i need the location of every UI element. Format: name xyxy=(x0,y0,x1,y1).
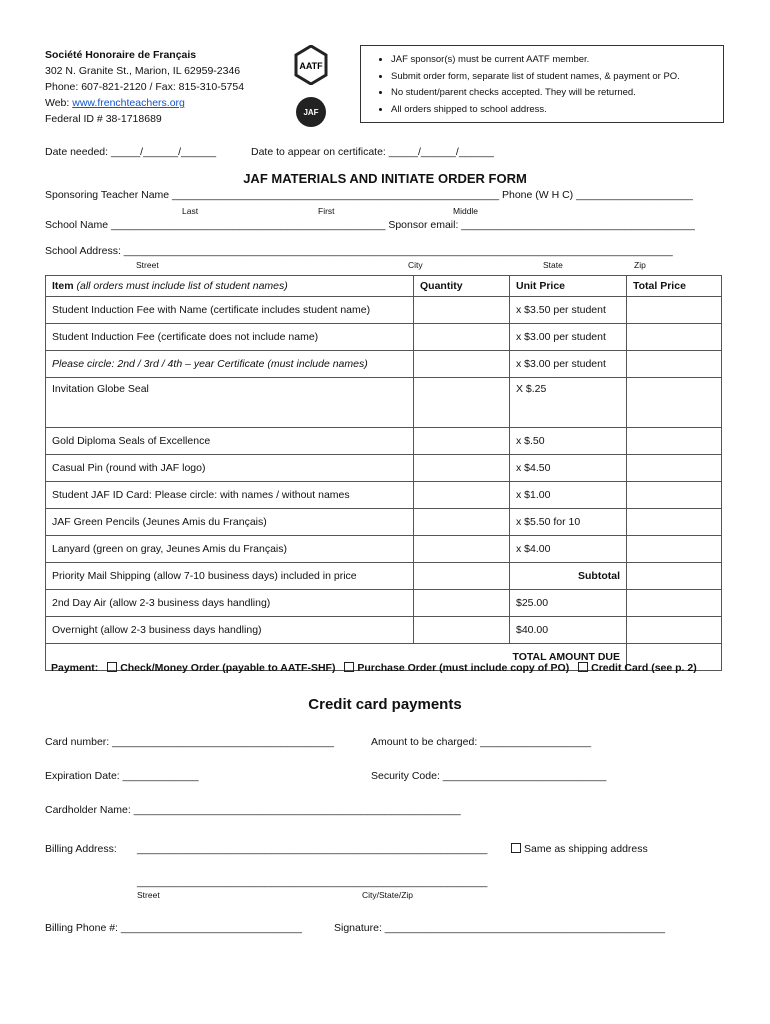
total-price-cell[interactable] xyxy=(627,351,722,378)
table-row xyxy=(46,324,722,351)
po-checkbox[interactable] xyxy=(344,662,354,672)
table-row-overnight xyxy=(46,617,722,644)
table-row xyxy=(46,428,722,455)
row-item: JAF Green Pencils (Jeunes Amis du Français) xyxy=(46,509,414,536)
table-row xyxy=(46,509,722,536)
note-item: • No student/parent checks accepted. They will be returned. xyxy=(391,85,723,102)
credit-checkbox[interactable] xyxy=(578,662,588,672)
check-option-label: Check/Money Order (payable to AATF-SHF) xyxy=(120,662,336,674)
quantity-cell[interactable] xyxy=(414,324,510,351)
unit-price-cell: x $3.50 per student xyxy=(510,297,627,324)
credit-card-heading: Credit card payments xyxy=(308,696,462,713)
notes-box xyxy=(360,45,724,123)
payment-label: Payment: xyxy=(51,662,99,674)
note-item: • All orders shipped to school address. xyxy=(391,102,723,119)
total-price-cell[interactable] xyxy=(627,590,722,617)
teacher-first-label: First xyxy=(318,206,335,216)
billing-address-label: Billing Address: xyxy=(45,843,117,855)
overnight-label: Overnight (allow 2-3 business days handling) xyxy=(46,617,414,644)
row-item: Casual Pin (round with JAF logo) xyxy=(46,455,414,482)
unit-price-cell: X $.25 xyxy=(510,378,627,428)
table-row xyxy=(46,297,722,324)
row-item: Please circle: 2nd / 3rd / 4th – year Certificate (must include names) xyxy=(46,351,414,378)
table-row xyxy=(46,351,722,378)
address-street-label: Street xyxy=(136,260,159,270)
header-item xyxy=(46,276,414,297)
billing-address-line[interactable]: ____________________________________________________________ xyxy=(137,843,488,855)
credit-option-label: Credit Card (see p. 2) xyxy=(591,662,697,674)
header-total-price: Total Price xyxy=(627,276,722,297)
table-header-row xyxy=(46,276,722,297)
row-item: Student Induction Fee (certificate does not include name) xyxy=(46,324,414,351)
total-due-label: TOTAL AMOUNT DUE xyxy=(46,644,627,671)
overnight-price: $40.00 xyxy=(510,617,627,644)
note-item: • Submit order form, separate list of student names, & payment or PO. xyxy=(391,69,723,86)
total-price-cell[interactable] xyxy=(627,428,722,455)
expiration-field[interactable]: Expiration Date: _____________ xyxy=(45,770,199,782)
school-name-field[interactable]: School Name _______________________________________________ Sponsor email: ________________________________________ xyxy=(45,219,695,231)
quantity-cell[interactable] xyxy=(414,590,510,617)
note-item: • JAF sponsor(s) must be current AATF member. xyxy=(391,52,723,69)
total-price-cell[interactable] xyxy=(627,617,722,644)
total-price-cell[interactable] xyxy=(627,536,722,563)
subtotal-label: Subtotal xyxy=(510,563,627,590)
billing-street-label: Street xyxy=(137,890,160,900)
org-phone: Phone: 607-821-2120 / Fax: 815-310-5754 xyxy=(45,81,245,93)
total-price-cell[interactable] xyxy=(627,324,722,351)
billing-citystatezip-label: City/State/Zip xyxy=(362,890,414,900)
header-item-note: (all orders must include list of student names) xyxy=(73,280,288,292)
jaf-logo xyxy=(294,95,328,131)
table-row-priority xyxy=(46,563,722,590)
table-row xyxy=(46,482,722,509)
teacher-name-field[interactable]: Sponsoring Teacher Name ________________________________________________________ Phone (W H C) ____________________ xyxy=(45,189,693,201)
unit-price-cell: x $1.00 xyxy=(510,482,627,509)
form-title: JAF MATERIALS AND INITIATE ORDER FORM xyxy=(243,171,527,186)
quantity-cell[interactable] xyxy=(414,509,510,536)
row-item: Student JAF ID Card: Please circle: with names / without names xyxy=(46,482,414,509)
total-price-cell[interactable] xyxy=(627,482,722,509)
table-row xyxy=(46,536,722,563)
row-item: Lanyard (green on gray, Jeunes Amis du Français) xyxy=(46,536,414,563)
aatf-logo xyxy=(294,45,328,85)
header-item-bold: Item xyxy=(52,280,74,292)
signature-field[interactable]: Signature: ________________________________________________ xyxy=(334,922,666,934)
teacher-last-label: Last xyxy=(182,206,199,216)
address-zip-label: Zip xyxy=(634,260,646,270)
same-as-shipping-label: Same as shipping address xyxy=(524,843,648,855)
jaf-logo-text: JAF xyxy=(303,108,319,117)
school-address-field[interactable]: School Address: ______________________________________________________________________________________________ xyxy=(45,245,673,257)
unit-price-cell: x $.50 xyxy=(510,428,627,455)
same-as-shipping-checkbox[interactable] xyxy=(511,843,521,853)
unit-price-cell: x $3.00 per student xyxy=(510,351,627,378)
subtotal-cell[interactable] xyxy=(627,563,722,590)
quantity-cell xyxy=(414,563,510,590)
header-unit-price: Unit Price xyxy=(510,276,627,297)
org-address: 302 N. Granite St., Marion, IL 62959-2346 xyxy=(45,65,241,77)
certificate-date-field[interactable]: Date to appear on certificate: _____/______/______ xyxy=(251,146,494,158)
quantity-cell[interactable] xyxy=(414,482,510,509)
cardholder-field[interactable]: Cardholder Name: ________________________________________________________ xyxy=(45,804,461,816)
org-web-link[interactable]: www.frenchteachers.org xyxy=(72,97,185,109)
table-row-second-day xyxy=(46,590,722,617)
total-price-cell[interactable] xyxy=(627,455,722,482)
order-table xyxy=(45,275,722,671)
unit-price-cell: x $4.00 xyxy=(510,536,627,563)
total-price-cell[interactable] xyxy=(627,378,722,428)
row-item: Student Induction Fee with Name (certificate includes student name) xyxy=(46,297,414,324)
quantity-cell[interactable] xyxy=(414,617,510,644)
org-name: Société Honoraire de Français xyxy=(45,49,197,61)
same-as-shipping xyxy=(505,843,648,855)
quantity-cell[interactable] xyxy=(414,536,510,563)
second-day-price: $25.00 xyxy=(510,590,627,617)
quantity-cell[interactable] xyxy=(414,428,510,455)
address-state-label: State xyxy=(543,260,563,270)
quantity-cell[interactable] xyxy=(414,378,510,428)
amount-field[interactable]: Amount to be charged: ___________________ xyxy=(371,736,592,748)
row-item: Invitation Globe Seal xyxy=(46,378,414,428)
billing-address-line-2[interactable]: ____________________________________________________________ xyxy=(137,876,488,888)
priority-shipping-label: Priority Mail Shipping (allow 7-10 business days) included in price xyxy=(46,563,414,590)
org-web-label: Web: xyxy=(45,97,73,109)
row-item: Gold Diploma Seals of Excellence xyxy=(46,428,414,455)
teacher-middle-label: Middle xyxy=(453,206,479,216)
unit-price-cell: x $4.50 xyxy=(510,455,627,482)
card-number-field[interactable]: Card number: ______________________________________ xyxy=(45,736,335,748)
date-needed-field[interactable]: Date needed: _____/______/______ xyxy=(45,146,217,158)
quantity-cell[interactable] xyxy=(414,297,510,324)
second-day-label: 2nd Day Air (allow 2-3 business days handling) xyxy=(46,590,414,617)
org-federal-id: Federal ID # 38-1718689 xyxy=(45,113,162,125)
unit-price-cell: x $5.50 for 10 xyxy=(510,509,627,536)
quantity-cell[interactable] xyxy=(414,455,510,482)
payment-options xyxy=(51,662,697,674)
header-quantity: Quantity xyxy=(414,276,510,297)
total-price-cell[interactable] xyxy=(627,297,722,324)
po-option-label: Purchase Order (must include copy of PO) xyxy=(357,662,570,674)
check-checkbox[interactable] xyxy=(107,662,117,672)
security-code-field[interactable]: Security Code: ____________________________ xyxy=(371,770,607,782)
aatf-logo-text: AATF xyxy=(299,61,323,71)
total-price-cell[interactable] xyxy=(627,509,722,536)
table-row xyxy=(46,378,722,428)
address-city-label: City xyxy=(408,260,423,270)
quantity-cell[interactable] xyxy=(414,351,510,378)
billing-phone-field[interactable]: Billing Phone #: _______________________________ xyxy=(45,922,302,934)
unit-price-cell: x $3.00 per student xyxy=(510,324,627,351)
table-row xyxy=(46,455,722,482)
org-web xyxy=(45,95,185,111)
